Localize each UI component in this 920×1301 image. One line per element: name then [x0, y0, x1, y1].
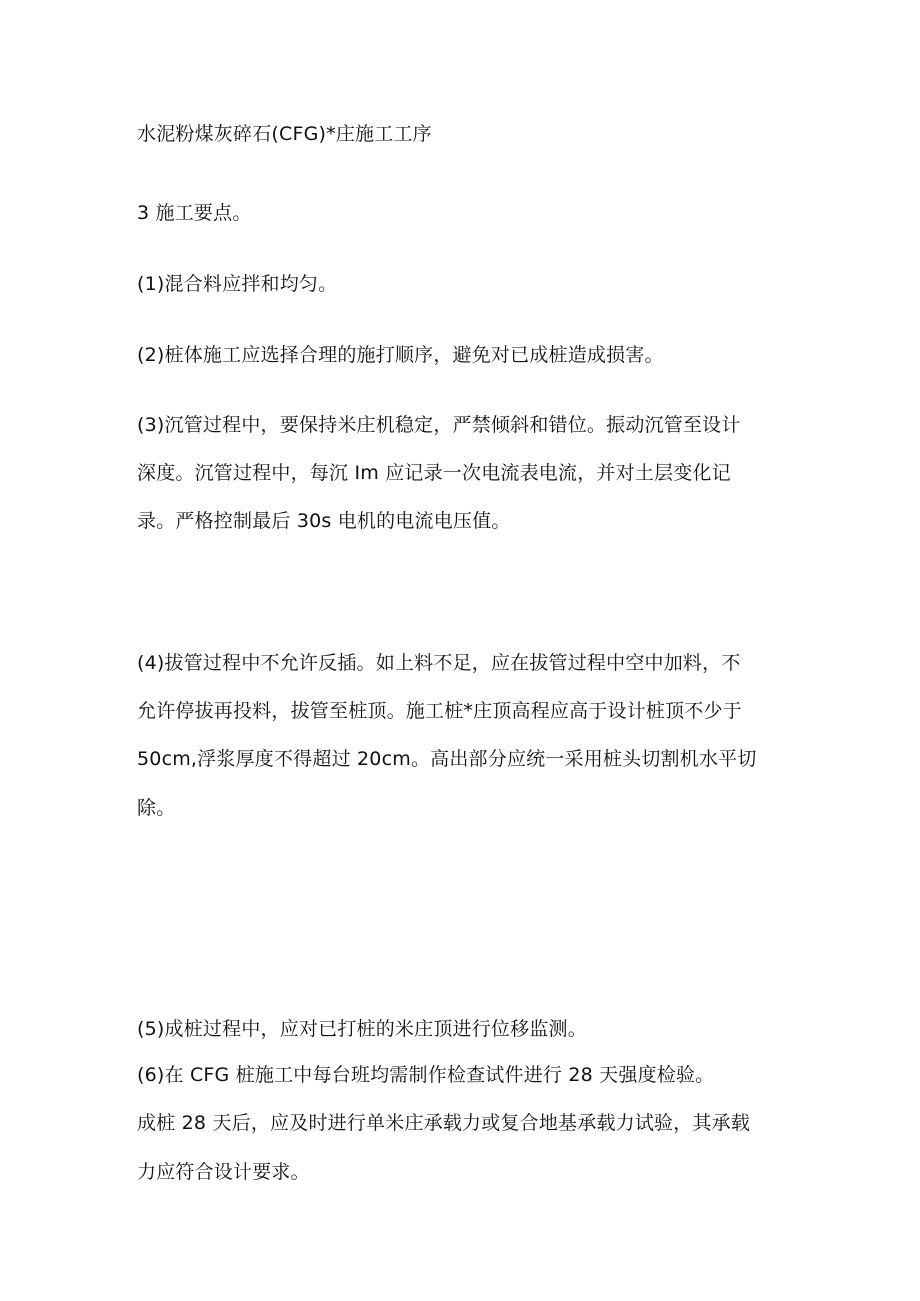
text-line: 50cm,浮浆厚度不得超过 20cm。高出部分应统一采用桩头切割机水平切	[137, 748, 757, 770]
text-line: 允许停拔再投料，拔管至桩顶。施工桩*庄顶高程应高于设计桩顶不少于	[137, 700, 742, 722]
text-line: (6)在 CFG 桩施工中每台班均需制作检查试件进行 28 天强度检验。	[137, 1064, 715, 1086]
text-line: 力应符合设计要求。	[137, 1161, 310, 1183]
text-line: (1)混合料应拌和均匀。	[137, 273, 338, 295]
text-line: (4)拔管过程中不允许反插。如上料不足，应在拔管过程中空中加料，不	[137, 652, 741, 674]
text-line: 录。严格控制最后 30s 电机的电流电压值。	[137, 510, 511, 532]
section-heading: 3 施工要点。	[137, 202, 252, 224]
text-line: (3)沉管过程中，要保持米庄机稳定，严禁倾斜和错位。振动沉管至设计	[137, 414, 741, 436]
text-line: 除。	[137, 797, 176, 819]
document-title: 水泥粉煤灰碎石(CFG)*庄施工工序	[137, 123, 432, 145]
text-line: (5)成桩过程中，应对已打桩的米庄顶进行位移监测。	[137, 1018, 587, 1040]
text-line: 深度。沉管过程中，每沉 Im 应记录一次电流表电流，并对土层变化记	[137, 462, 731, 484]
text-line: (2)桩体施工应选择合理的施打顺序，避免对已成桩造成损害。	[137, 344, 664, 366]
text-line: 成桩 28 天后，应及时进行单米庄承载力或复合地基承载力试验，其承载	[137, 1112, 751, 1134]
